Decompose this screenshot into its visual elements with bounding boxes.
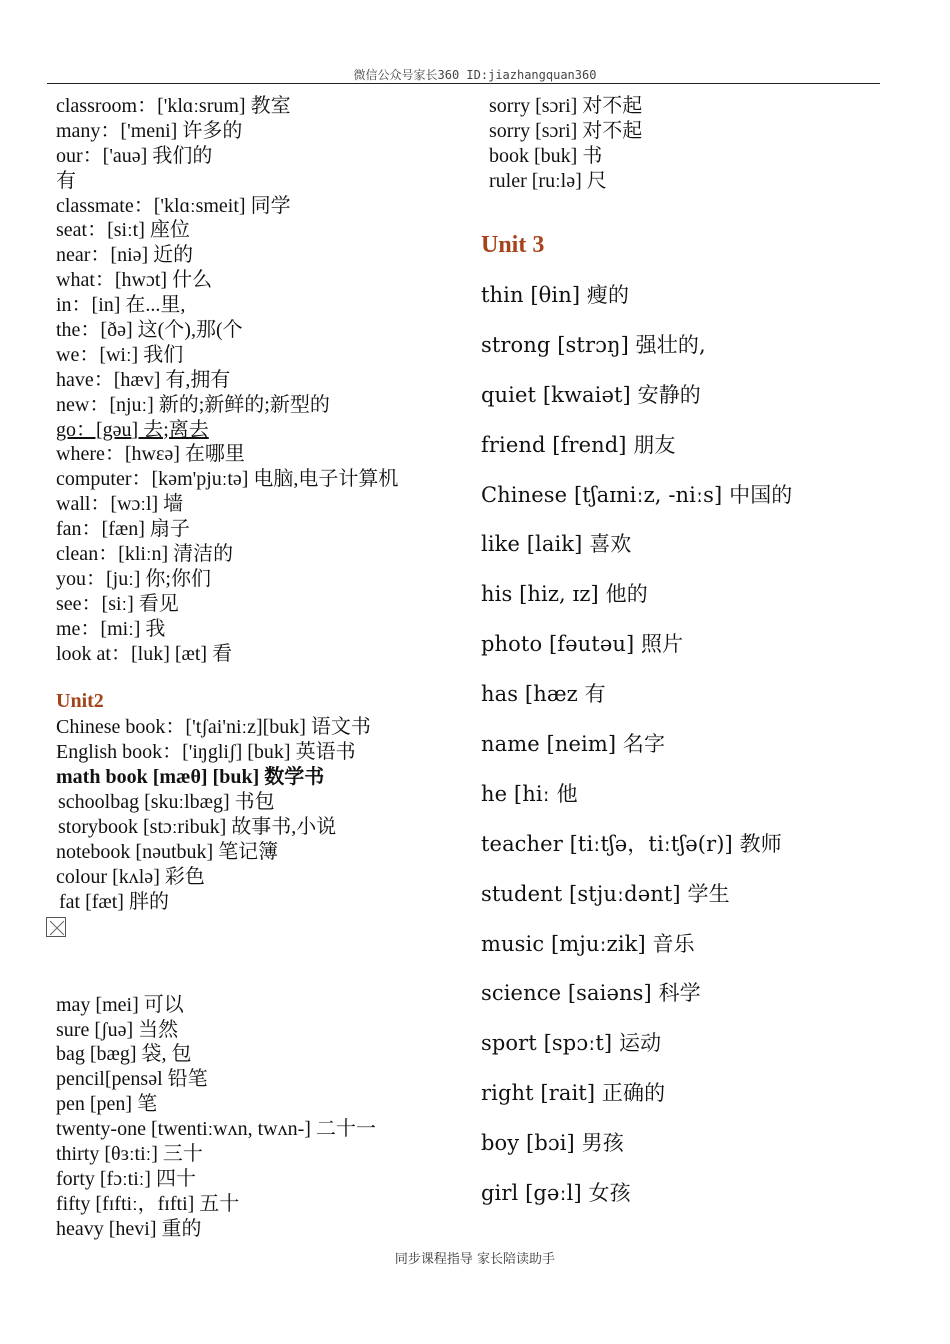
word-entry: have：[hæv] 有,拥有 <box>56 368 231 391</box>
word-entry: boy [bɔi] 男孩 <box>481 1131 624 1156</box>
word-entry: in：[in] 在...里, <box>56 294 186 317</box>
word-entry: friend [frend] 朋友 <box>481 432 676 457</box>
word-entry: right [rait] 正确的 <box>481 1081 666 1106</box>
page-header: 微信公众号家长360 ID:jiazhangquan360 <box>353 68 597 82</box>
word-entry: see：[siː] 看见 <box>56 592 179 615</box>
word-entry: forty [fɔːtiː] 四十 <box>56 1167 196 1190</box>
page-footer: 同步课程指导 家长陪读助手 <box>394 1252 556 1267</box>
word-entry: sorry [sɔri] 对不起 <box>489 119 643 142</box>
word-entry: pencil[pensəl 铅笔 <box>56 1068 208 1091</box>
word-entry: colour [kʌlə] 彩色 <box>56 865 205 888</box>
header-divider <box>47 83 880 84</box>
word-entry: bag [bæg] 袋, 包 <box>56 1043 192 1066</box>
word-entry: English book：['iŋgliʃ] [buk] 英语书 <box>56 741 356 764</box>
word-entry: clean：[kliːn] 清洁的 <box>56 543 234 566</box>
word-entry: notebook [nəutbuk] 笔记簿 <box>56 840 279 863</box>
unit2-heading: Unit2 <box>56 690 104 713</box>
word-entry: Chinese book：['tʃai'niːz][buk] 语文书 <box>56 716 371 739</box>
word-entry: fifty [fɪftiː，fɪfti] 五十 <box>56 1192 240 1215</box>
word-entry: strong [strɔŋ] 强壮的, <box>481 332 706 357</box>
word-entry: many：['meni] 许多的 <box>56 119 243 142</box>
word-entry: the：[ðə] 这(个),那(个 <box>56 319 243 342</box>
word-entry: near：[niə] 近的 <box>56 244 194 267</box>
word-text: go：[gəu] 去;离去 <box>56 418 209 441</box>
word-entry: has [hæz 有 <box>481 682 606 707</box>
word-entry: storybook [stɔːribuk] 故事书,小说 <box>58 816 337 839</box>
word-entry: what：[hwɔt] 什么 <box>56 269 213 292</box>
word-entry: classroom：['klɑːsrum] 教室 <box>56 95 291 117</box>
word-entry: 有 <box>56 169 76 192</box>
word-entry: quiet [kwaiət] 安静的 <box>481 382 701 407</box>
left-column <box>56 94 456 1242</box>
word-entry: seat：[siːt] 座位 <box>56 219 190 242</box>
word-entry: heavy [hevi] 重的 <box>56 1217 202 1240</box>
word-entry: we：[wiː] 我们 <box>56 343 184 366</box>
word-entry: wall：[wɔːl] 墙 <box>56 493 184 516</box>
broken-image-icon <box>46 917 66 937</box>
word-entry: you：[juː] 你;你们 <box>56 567 211 590</box>
word-entry: look at：[luk] [æt] 看 <box>56 642 233 665</box>
unit3-heading: Unit 3 <box>481 232 545 258</box>
word-entry: music [mjuːzik] 音乐 <box>481 931 695 956</box>
word-entry: thirty [θɜːtiː] 三十 <box>56 1142 203 1165</box>
word-entry: fat [fæt] 胖的 <box>59 890 169 913</box>
word-entry: new：[njuː] 新的;新鲜的;新型的 <box>56 393 330 416</box>
word-entry-bold: math book [mæθ] [buk] 数学书 <box>56 766 325 789</box>
word-entry: where：[hwεə] 在哪里 <box>56 443 245 466</box>
word-entry: ruler [ruːlə] 尺 <box>489 169 607 192</box>
word-entry: thin [θin] 瘦的 <box>481 283 630 307</box>
word-entry: twenty-one [twentiːwʌn, twʌn-] 二十一 <box>56 1118 376 1141</box>
word-entry: he [hiː 他 <box>481 781 578 806</box>
word-entry: our：['auə] 我们的 <box>56 144 213 167</box>
word-entry: sorry [sɔri] 对不起 <box>489 95 643 117</box>
word-entry: photo [fəutəu] 照片 <box>481 632 684 657</box>
word-entry: sport [spɔːt] 运动 <box>481 1031 662 1056</box>
word-entry: pen [pen] 笔 <box>56 1093 158 1116</box>
word-entry: schoolbag [skuːlbæg] 书包 <box>58 791 275 814</box>
right-column-top <box>489 94 889 194</box>
word-entry: may [mei] 可以 <box>56 993 184 1016</box>
word-entry-underlined <box>56 418 456 443</box>
word-entry: sure [ʃuə] 当然 <box>56 1018 179 1041</box>
spacer <box>56 937 456 993</box>
word-entry: me：[miː] 我 <box>56 617 166 640</box>
word-entry: Chinese [tʃaɪniːz, -niːs] 中国的 <box>481 482 793 507</box>
word-entry: like [laik] 喜欢 <box>481 532 632 557</box>
word-entry: classmate：['klɑːsmeit] 同学 <box>56 194 291 217</box>
word-entry: teacher [tiːtʃə，tiːtʃə(r)] 教师 <box>481 831 782 856</box>
word-entry: fan：[fæn] 扇子 <box>56 518 190 541</box>
unit3-section <box>481 230 901 1228</box>
word-entry: science [saiəns] 科学 <box>481 981 701 1006</box>
word-entry: his [hiz, ɪz] 他的 <box>481 582 648 607</box>
word-entry: computer：[kəm'pjuːtə] 电脑,电子计算机 <box>56 468 399 491</box>
word-entry: girl [gəːl] 女孩 <box>481 1181 631 1206</box>
word-entry: student [stjuːdənt] 学生 <box>481 881 730 906</box>
word-entry: name [neim] 名字 <box>481 732 666 757</box>
word-entry: book [buk] 书 <box>489 144 603 167</box>
